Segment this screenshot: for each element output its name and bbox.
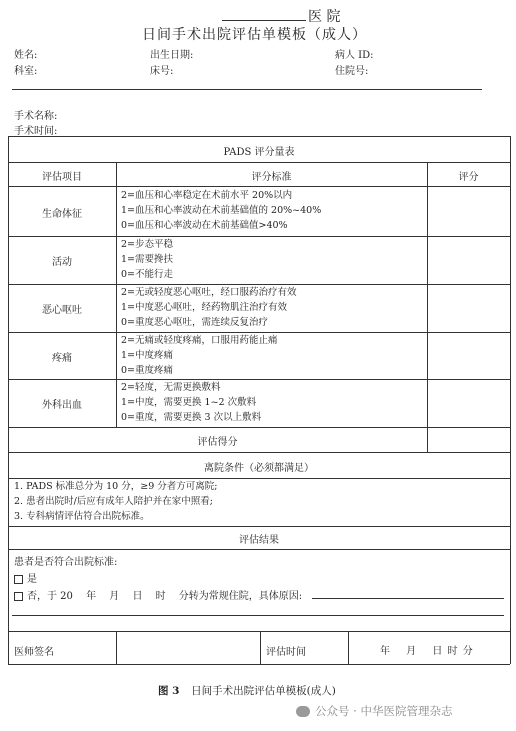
header-divider: [12, 89, 482, 90]
option-yes[interactable]: [14, 570, 37, 585]
pads-title: PADS 评分量表: [223, 147, 295, 158]
patient-id-label: 病人 ID:: [335, 50, 374, 61]
watermark-text: 公众号 · 中华医院管理杂志: [315, 704, 453, 718]
figure-caption-text: 日间手术出院评估单模板(成人): [191, 685, 336, 697]
discharge-conditions-title: 离院条件（必须都满足）: [204, 463, 314, 474]
admission-number-label: 住院号:: [335, 66, 369, 77]
surgery-time-label: 手术时间:: [14, 126, 58, 137]
figure-number: 图 3: [158, 685, 180, 697]
evaluation-time-label: 评估时间: [266, 647, 306, 658]
total-score-field[interactable]: [432, 432, 506, 448]
criteria-pain: 2=无痛或轻度疼痛，口服用药能止痛 1=中度疼痛 0=重度疼痛: [121, 335, 278, 376]
option-no[interactable]: [14, 587, 302, 602]
item-nausea-vomiting: 恶心呕吐: [42, 305, 82, 316]
col-score-header: 评分: [458, 172, 479, 183]
reason-blank-line[interactable]: [312, 598, 504, 599]
yes-checkbox[interactable]: [14, 575, 23, 584]
name-label: 姓名:: [14, 50, 38, 61]
yes-label: 是: [27, 574, 37, 585]
wechat-icon: [296, 706, 310, 717]
criteria-surgical-bleeding: 2=轻度，无需更换敷料 1=中度，需要更换 1~2 次敷料 0=重度，需要更换 3 次以上敷料: [121, 382, 262, 423]
surgery-name-label: 手术名称:: [14, 111, 58, 122]
hospital-suffix: 医 院: [308, 9, 341, 25]
criteria-vital-signs: 2=血压和心率稳定在术前水平 20%以内 1=血压和心率波动在术前基础值的 20%~40% 0=血压和心率波动在术前基础值>40%: [121, 190, 322, 231]
reason-second-line[interactable]: [12, 615, 504, 616]
col-item-header: 评估项目: [42, 172, 82, 183]
item-vital-signs: 生命体征: [42, 209, 82, 220]
no-label: 否，于 20 年 月 日 时 分转为常规住院，具体原因:: [27, 591, 303, 602]
hospital-name-blank: [222, 20, 306, 21]
department-label: 科室:: [14, 66, 38, 77]
evaluation-result-title: 评估结果: [239, 535, 279, 546]
no-checkbox[interactable]: [14, 592, 23, 601]
doctor-signature-field[interactable]: [122, 636, 254, 660]
evaluation-time-fields[interactable]: 年 月 日 时 分: [380, 646, 474, 657]
col-standard-header: 评分标准: [251, 172, 292, 183]
discharge-conditions-list: 1. PADS 标准总分为 10 分，≥9 分者方可离院; 2. 患者出院时/后应有成年人陪护并在家中照看; 3. 专科病情评估符合出院标准。: [14, 481, 218, 522]
item-surgical-bleeding: 外科出血: [42, 400, 82, 411]
bed-number-label: 床号:: [150, 66, 174, 77]
criteria-activity: 2=步态平稳 1=需要搀扶 0=不能行走: [121, 239, 174, 280]
item-pain: 疼痛: [52, 353, 72, 364]
total-score-label: 评估得分: [197, 437, 238, 448]
item-activity: 活动: [52, 257, 72, 268]
criteria-nausea-vomiting: 2=无或轻度恶心呕吐，经口服药治疗有效 1=中度恶心呕吐，经药物肌注治疗有效 0=重度恶心呕吐，需连续反复治疗: [121, 287, 297, 328]
page-title: 日间手术出院评估单模板（成人）: [142, 27, 367, 43]
birth-date-label: 出生日期:: [150, 50, 194, 61]
meets-criteria-question: 患者是否符合出院标准:: [14, 557, 118, 568]
figure-caption: [158, 683, 336, 698]
watermark: [296, 703, 452, 719]
doctor-signature-label: 医师签名: [14, 647, 54, 658]
